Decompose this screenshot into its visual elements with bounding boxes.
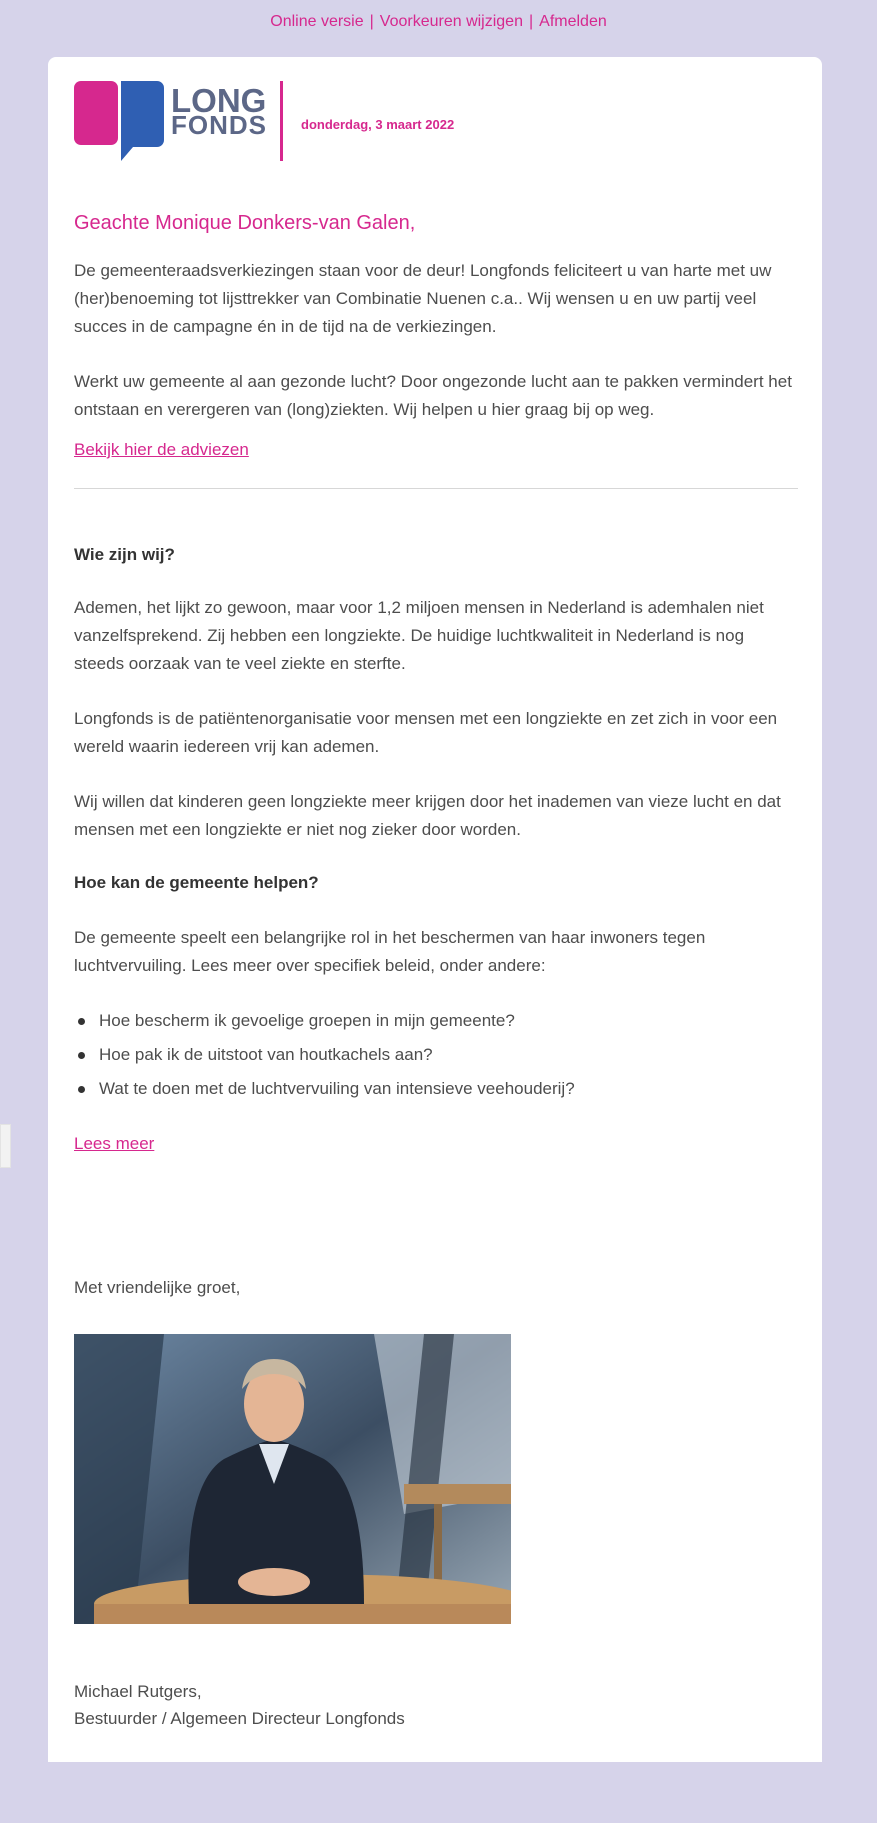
- policy-list: [74, 1004, 798, 1106]
- list-item: Hoe bescherm ik gevoelige groepen in mijn gemeente?: [99, 1004, 798, 1038]
- children-paragraph: Wij willen dat kinderen geen longziekte meer krijgen door het inademen van vieze lucht en dat mensen met een longziekte er niet nog zieker door worden.: [74, 792, 781, 839]
- clean-air-paragraph: Werkt uw gemeente al aan gezonde lucht? Door ongezonde lucht aan te pakken vermindert het ontstaan en verergeren van (long)ziekten. Wij helpen u hier graag bij op weg.: [74, 372, 792, 419]
- send-date: donderdag, 3 maart 2022: [301, 117, 455, 132]
- help-heading: Hoe kan de gemeente helpen?: [74, 873, 319, 892]
- signature-title: Bestuurder / Algemeen Directeur Longfonds: [74, 1709, 405, 1728]
- municipality-paragraph: De gemeente speelt een belangrijke rol in het beschermen van haar inwoners tegen luchtvervuiling. Lees meer over specifiek beleid, onder andere:: [74, 928, 706, 975]
- top-links: [0, 13, 877, 31]
- signature-name: Michael Rutgers,: [74, 1682, 202, 1701]
- intro-paragraph: De gemeenteraadsverkiezingen staan voor de deur! Longfonds feliciteert u van harte met uw (her)benoeming tot lijsttrekker van Combinatie Nuenen c.a.. Wij wensen u en uw partij veel succes in de campagne én in de tijd na de verkiezingen.: [74, 261, 772, 336]
- email-header: [74, 81, 574, 163]
- read-more-link[interactable]: Lees meer: [74, 1134, 155, 1153]
- list-item: Hoe pak ik de uitstoot van houtkachels aan?: [99, 1038, 798, 1072]
- email-body: [74, 211, 798, 1154]
- separator: |: [369, 13, 374, 30]
- online-version-link[interactable]: Online versie: [270, 13, 364, 30]
- who-heading: Wie zijn wij?: [74, 545, 175, 564]
- longfonds-logo-icon: [74, 81, 164, 163]
- advice-link[interactable]: Bekijk hier de adviezen: [74, 440, 249, 459]
- side-tab: [0, 1124, 11, 1168]
- separator: |: [528, 13, 534, 30]
- preferences-link[interactable]: Voorkeuren wijzigen: [379, 13, 523, 30]
- unsubscribe-link[interactable]: Afmelden: [539, 13, 607, 30]
- logo-text-long: LONG: [171, 82, 267, 119]
- logo-text-fonds: FONDS: [171, 110, 267, 140]
- greeting: Geachte Monique Donkers-van Galen,: [74, 212, 416, 234]
- list-item: Wat te doen met de luchtvervuiling van intensieve veehouderij?: [99, 1072, 798, 1106]
- organisation-paragraph: Longfonds is de patiëntenorganisatie voor mensen met een longziekte en zet zich in voor een wereld waarin iedereen vrij kan ademen.: [74, 709, 778, 756]
- header-divider: [280, 81, 283, 161]
- closing: Met vriendelijke groet,: [74, 1278, 241, 1297]
- director-photo: [74, 1334, 511, 1624]
- portrait-image: [74, 1334, 511, 1624]
- logo-wordmark: [171, 82, 267, 140]
- breathing-paragraph: Ademen, het lijkt zo gewoon, maar voor 1,2 miljoen mensen in Nederland is ademhalen niet vanzelfsprekend. Zij hebben een longziekte. De huidige luchtkwaliteit in Nederland is nog steeds oorzaak van te veel ziekte en sterfte.: [74, 598, 764, 673]
- email-card: [48, 57, 822, 1762]
